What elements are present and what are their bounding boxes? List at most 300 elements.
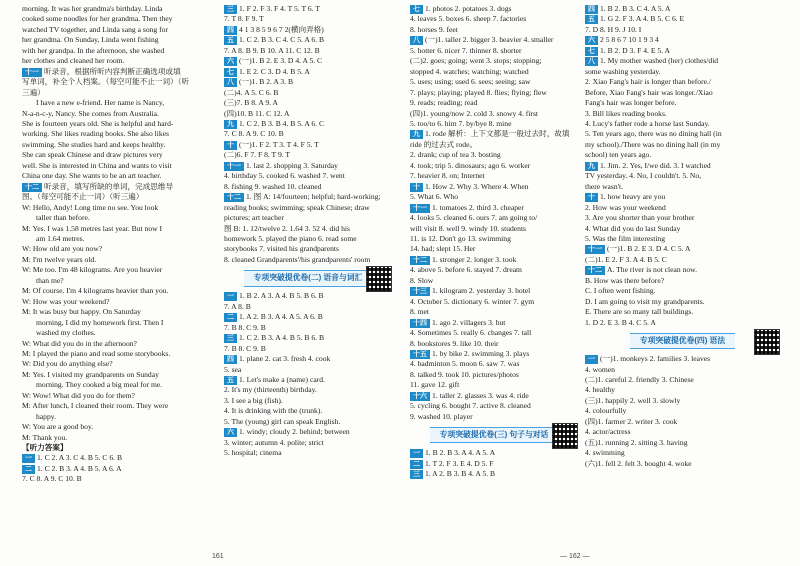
text-line	[585, 255, 780, 265]
line-text: 1. last 2. shopping 3. Saturday	[246, 160, 338, 170]
qr-code-icon	[552, 423, 578, 449]
line-text: swimming. She studies hard and keeps healthy.	[22, 139, 166, 149]
text-line	[410, 401, 578, 411]
text-line	[410, 56, 578, 66]
section-header-label: 专项突破提优卷(四) 语法	[630, 333, 735, 349]
line-text: 5. hotter 6. nicer 7. thinner 8. shorter	[410, 45, 522, 55]
line-text: 4. Lucy's father rode a horse last Sunday.	[585, 118, 710, 128]
line-text: I have a new e-friend. Her name is Nancy,	[36, 98, 165, 108]
section-number-badge: 五	[224, 376, 237, 385]
text-line	[585, 150, 780, 160]
line-text: 1. plane 2. cat 3. fresh 4. cook	[239, 354, 331, 364]
line-text: pictures; art teacher	[224, 213, 284, 223]
text-line	[224, 35, 392, 45]
text-line	[224, 213, 392, 223]
section-number-badge: 八	[585, 57, 598, 66]
line-text: 1. B 2. A 3. A 4. B 5. B 6. B	[239, 291, 324, 301]
line-text: (二)1. careful 2. friendly 3. Chinese	[585, 374, 694, 384]
text-line	[410, 448, 578, 458]
text-line	[410, 98, 578, 108]
text-line	[224, 98, 392, 108]
text-line	[224, 224, 392, 234]
text-line	[410, 182, 578, 192]
text-line	[224, 244, 392, 254]
line-text: 8. horses 9. feet	[410, 24, 458, 34]
line-text: Fang's hair was longer before.	[585, 98, 677, 108]
text-line	[585, 375, 780, 385]
text-line	[585, 307, 780, 317]
line-text: She can speak Chinese and draw pictures very	[22, 150, 163, 160]
text-line	[410, 412, 578, 422]
line-text: N-a-n-c-y, Nancy. She comes from Australia.	[22, 108, 159, 118]
line-text: (一)1. B 2. E 3. D 4. A 5. C	[239, 56, 323, 66]
line-text: (一)1. B 2. E 3. D 4. C 5. A	[607, 244, 691, 254]
line-text: (五)1. running 2. sitting 3. having	[585, 437, 688, 447]
line-text: 7. plays; playing; played 8. flies; flying; flew	[410, 87, 547, 97]
text-line	[410, 35, 578, 45]
text-line	[224, 192, 392, 202]
section-header	[410, 422, 578, 448]
section-number-badge: 十一	[585, 245, 605, 254]
text-line	[585, 109, 780, 119]
line-text: M: I'm twelve years old.	[22, 254, 97, 264]
line-text: 1. C 2. B 3. A 4. B 5. A 6. A	[37, 463, 122, 473]
text-line	[224, 109, 392, 119]
section-number-badge: 五	[224, 36, 237, 45]
text-line	[585, 213, 780, 223]
line-text: 5. What 6. Who	[410, 192, 459, 202]
text-line	[410, 192, 578, 202]
line-text: (一)1. monkeys 2. families 3. leaves	[600, 354, 711, 364]
line-text: 4. looks 5. cleaned 6. ours 7. am going to/	[410, 213, 538, 223]
line-text: A. The river is not clean now.	[607, 265, 698, 275]
text-line	[22, 77, 210, 87]
line-text: 9. reads; reading; read	[410, 98, 478, 108]
text-line	[410, 286, 578, 296]
text-line	[22, 171, 210, 181]
text-line	[410, 25, 578, 35]
text-line	[22, 307, 210, 317]
line-text: 8. talked 9. took 10. pictures/photos	[410, 369, 519, 379]
text-line	[22, 182, 210, 192]
text-line	[22, 25, 210, 35]
text-line	[585, 161, 780, 171]
line-text: (一)1. taller 2. bigger 3. heavier 4. smaller	[425, 35, 554, 45]
line-text: taller than before.	[36, 213, 90, 223]
text-line	[224, 25, 392, 35]
section-number-badge: 十一	[22, 68, 42, 77]
line-text: 7. A 8. B	[224, 301, 251, 311]
line-text: watched TV together, and Linda sang a song for	[22, 24, 168, 34]
text-line	[22, 46, 210, 56]
line-text: 4. birthday 5. cooked 6. washed 7. went	[224, 171, 345, 181]
text-line	[22, 35, 210, 45]
line-text: storybooks 7. visited his grandparents	[224, 244, 339, 254]
section-number-badge: 十	[410, 183, 423, 192]
text-line	[410, 380, 578, 390]
line-text: M: Yes. I visited my grandparents on Sunday	[22, 369, 159, 379]
line-text: C. I often went fishing.	[585, 286, 656, 296]
text-line	[22, 401, 210, 411]
text-line	[22, 433, 210, 443]
text-line	[224, 417, 392, 427]
line-text: (二)6. F 7. F 8. T 9. T	[224, 150, 291, 160]
line-text: 4. swimming	[585, 448, 625, 458]
text-line	[224, 365, 392, 375]
section-number-badge: 六	[224, 57, 237, 66]
line-text: 8. Slow	[410, 275, 434, 285]
text-line	[22, 4, 210, 14]
line-text: 4. Sometimes 5. really 6. changes 7. tall	[410, 328, 532, 338]
text-line	[22, 255, 210, 265]
line-text: 4 1 3 8 5 9 6 7 2(横向弄格)	[239, 24, 324, 34]
line-text: 4. healthy	[585, 385, 615, 395]
section-number-badge: 二	[224, 313, 237, 322]
line-text: M: Yes. I was 1.58 metres last year. But now I	[22, 223, 163, 233]
text-line	[22, 88, 210, 98]
text-line	[410, 255, 578, 265]
line-text: homework 5. played the piano 6. read some	[224, 233, 357, 243]
line-text: 1. C 2. B 3. B 4. B 5. A 6. C	[239, 118, 325, 128]
section-number-badge: 十五	[410, 350, 430, 359]
section-header-label: 专项突破提优卷(二) 语音与词汇	[244, 270, 373, 286]
line-text: 1. Jim. 2. Yes, I/we did. 3. I watched	[600, 160, 711, 170]
text-line	[585, 77, 780, 87]
line-text: 听录音，根据所听内容判断正确选项或填	[44, 66, 181, 76]
line-text: 7. C 8. A 9. C 10. B	[22, 474, 82, 484]
page-number-right: — 162 —	[560, 553, 590, 560]
line-text: W: Did you do anything else?	[22, 359, 113, 369]
text-line	[22, 443, 210, 453]
line-text: Before, Xiao Fang's hair was longer./Xiao	[585, 87, 713, 97]
page-number-left: 161	[212, 553, 224, 560]
text-line	[224, 88, 392, 98]
text-line	[585, 406, 780, 416]
line-text: (四)10. B 11. C 12. A	[224, 108, 290, 118]
text-line	[585, 203, 780, 213]
text-line	[224, 291, 392, 301]
line-text: 8. fishing 9. washed 10. cleaned	[224, 181, 322, 191]
line-text: 3. winter; autumn 4. polite; strict	[224, 437, 324, 447]
section-number-badge: 十二	[585, 266, 605, 275]
line-text: 5. sea	[224, 364, 242, 374]
line-text: 7. heavier 8. on; Internet	[410, 171, 485, 181]
section-number-badge: 十二	[22, 183, 42, 192]
text-line	[224, 140, 392, 150]
text-line	[585, 427, 780, 437]
line-text: W: How was your weekend?	[22, 296, 110, 306]
line-text: 3. I see a big (fish).	[224, 395, 283, 405]
text-line	[22, 224, 210, 234]
text-line	[585, 25, 780, 35]
line-text: 11. is 12. Don't go 13. swimming	[410, 233, 511, 243]
line-text: 1. C 2. B 3. A 4. B 5. B 6. B	[239, 333, 325, 343]
line-text: 1. taller 2. glasses 3. was 4. ride	[432, 390, 529, 400]
text-line	[224, 396, 392, 406]
text-line	[224, 14, 392, 24]
text-line	[224, 333, 392, 343]
line-text: 4. What did you do last Sunday	[585, 223, 681, 233]
text-line	[585, 98, 780, 108]
text-line	[22, 380, 210, 390]
section-number-badge: 十六	[410, 392, 430, 401]
line-text: ride 的过去式 rode。	[410, 139, 478, 149]
line-text: my school)./There was no dining hall (in my	[585, 139, 721, 149]
line-text: M: Thank you.	[22, 432, 68, 442]
text-line	[585, 234, 780, 244]
line-text: cooked some noodles for her grandma. Then they	[22, 14, 173, 24]
line-text: 1. E 2. C 3. D 4. B 5. A	[239, 66, 310, 76]
text-line	[410, 459, 578, 469]
text-line	[224, 312, 392, 322]
section-header	[224, 265, 392, 291]
text-line	[585, 46, 780, 56]
line-text: 1. F 2. F 3. F 4. T 5. T 6. T	[239, 4, 320, 13]
text-line	[224, 77, 392, 87]
text-line	[410, 318, 578, 328]
line-text: well. She is interested in China and wants to visit	[22, 160, 172, 170]
text-line	[224, 255, 392, 265]
line-text: will visit 8. well 9. windy 10. students	[410, 223, 527, 233]
section-number-badge: 十一	[224, 162, 244, 171]
line-text: 3. Are you shorter than your brother	[585, 213, 695, 223]
line-text: W: Me too. I'm 48 kilograms. Are you heavier	[22, 265, 163, 275]
text-line	[410, 88, 578, 98]
text-line	[585, 265, 780, 275]
text-line	[224, 150, 392, 160]
line-text: (三)7. B 8. A 9. A	[224, 98, 279, 108]
line-text: 9. washed 10. player	[410, 411, 473, 421]
text-line	[224, 302, 392, 312]
text-line	[224, 119, 392, 129]
text-line	[585, 396, 780, 406]
line-text: 1. My mother washed (her) clothes/did	[600, 56, 719, 66]
text-line	[585, 56, 780, 66]
line-text: 5. The (young) girl can speak English.	[224, 416, 341, 426]
text-line	[22, 192, 210, 202]
line-text: M: It was busy but happy. On Saturday	[22, 307, 141, 317]
text-line	[22, 140, 210, 150]
line-text: 7. B 8. C 9. B	[224, 343, 266, 353]
line-text: 1. stronger 2. longer 3. took	[432, 254, 517, 264]
line-text: M: After lunch, I cleaned their room. They were	[22, 401, 169, 411]
line-text: 2. Xiao Fang's hair is longer than before./	[585, 77, 712, 87]
line-text: (六)1. fell 2. felt 3. bought 4. woke	[585, 458, 692, 468]
text-line	[22, 14, 210, 24]
text-line	[410, 119, 578, 129]
text-line	[224, 129, 392, 139]
text-line	[585, 354, 780, 364]
text-line	[22, 67, 210, 77]
line-text: 11. gave 12. gift	[410, 380, 460, 390]
line-text: 4. above 5. before 6. stayed 7. dream	[410, 265, 522, 275]
text-line	[22, 474, 210, 484]
line-text: 14. had; slept 15. Her	[410, 244, 476, 254]
text-line	[410, 234, 578, 244]
line-text: 4. badminton 5. moon 6. saw 7. was	[410, 359, 520, 369]
section-number-badge: 十二	[224, 193, 244, 202]
line-text: 7. B 8. C 9. B	[224, 322, 266, 332]
section-number-badge: 八	[224, 78, 237, 87]
text-line	[22, 412, 210, 422]
text-line	[22, 349, 210, 359]
text-line	[224, 375, 392, 385]
line-text: 5. too/to 6. him 7. by/bye 8. mine	[410, 118, 512, 128]
line-text: 1. Let's make a (name) card.	[239, 374, 325, 384]
section-number-badge: 一	[410, 449, 423, 458]
section-number-badge: 五	[585, 15, 598, 24]
qr-code-icon	[366, 266, 392, 292]
line-text: some washing yesterday.	[585, 66, 661, 76]
section-number-badge: 四	[224, 355, 237, 364]
text-line	[585, 129, 780, 139]
text-line	[410, 244, 578, 254]
text-line	[410, 297, 578, 307]
section-number-badge: 九	[585, 162, 598, 171]
line-text: B. How was there before?	[585, 275, 665, 285]
line-text: 1. G 2. F 3. A 4. B 5. C 6. E	[600, 14, 685, 24]
section-number-badge: 八	[410, 36, 423, 45]
line-text: 2 5 8 6 7 10 1 9 3 4	[600, 35, 659, 45]
text-line	[22, 422, 210, 432]
text-line	[224, 56, 392, 66]
text-line	[410, 46, 578, 56]
line-text: 写单词，补全个人档案。（每空可能不止一词）（听	[22, 77, 190, 87]
line-text: 8. bookstores 9. like 10. their	[410, 338, 499, 348]
line-text: 4. women	[585, 364, 615, 374]
text-line	[410, 370, 578, 380]
text-line	[585, 448, 780, 458]
line-text: am 1.64 metres.	[36, 233, 85, 243]
line-text: than me?	[36, 275, 64, 285]
section-number-badge: 七	[224, 68, 237, 77]
text-line	[585, 4, 780, 14]
line-text: W: How old are you now?	[22, 244, 103, 254]
line-text: (一)1. B 2. A 3. B	[239, 77, 294, 87]
line-text: 1. windy; cloudy 2. behind; between	[239, 427, 350, 437]
text-line	[585, 67, 780, 77]
text-line	[585, 35, 780, 45]
text-line	[22, 391, 210, 401]
line-text: 图。（每空可能不止一词）（听三遍）	[22, 192, 144, 202]
section-number-badge: 六	[585, 36, 598, 45]
text-line	[410, 276, 578, 286]
text-line	[224, 67, 392, 77]
section-number-badge: 三	[224, 334, 237, 343]
text-line	[22, 109, 210, 119]
text-line	[585, 438, 780, 448]
text-line	[22, 161, 210, 171]
line-text: 2. drank; cup of tea 3. bosting	[410, 150, 501, 160]
text-line	[410, 349, 578, 359]
text-line	[585, 297, 780, 307]
section-number-badge: 一	[22, 454, 35, 463]
section-number-badge: 十四	[410, 319, 430, 328]
text-line	[585, 417, 780, 427]
text-line	[224, 354, 392, 364]
text-line	[410, 339, 578, 349]
text-line	[585, 244, 780, 254]
text-line	[410, 391, 578, 401]
section-number-badge: 四	[224, 26, 237, 35]
line-text: 1. How 2. Why 3. Where 4. When	[425, 181, 529, 191]
text-line	[585, 365, 780, 375]
text-line	[22, 453, 210, 463]
text-line	[410, 328, 578, 338]
line-text: W: Hello, Andy! Long time no see. You look	[22, 202, 159, 212]
line-text: 1. T 2. F 3. E 4. D 5. F	[425, 458, 494, 468]
text-line	[410, 67, 578, 77]
line-text: 4. actor/actress	[585, 427, 631, 437]
text-line	[585, 224, 780, 234]
line-text: 4. October 5. dictionary 6. winter 7. gym	[410, 296, 535, 306]
line-text: 听录音，填写所缺的单词，完成思维导	[44, 181, 174, 191]
section-number-badge: 六	[224, 428, 237, 437]
line-text: 5. cycling 6. bought 7. active 8. cleaned	[410, 401, 531, 411]
text-line	[585, 318, 780, 328]
line-text: reading books; swimming; speak Chinese; draw	[224, 202, 370, 212]
text-line	[224, 448, 392, 458]
text-line	[410, 129, 578, 139]
line-text: morning. They cooked a big meal for me.	[36, 380, 163, 390]
section-number-badge: 七	[410, 5, 423, 14]
line-text: 1. B 2. D 3. F 4. E 5. A	[600, 45, 671, 55]
text-line	[224, 406, 392, 416]
line-text: working. She likes reading books. She also likes	[22, 129, 170, 139]
text-line	[410, 307, 578, 317]
text-line	[22, 98, 210, 108]
line-text: 5. uses; using; used 6. sees; seeing; saw	[410, 77, 531, 87]
text-line	[410, 77, 578, 87]
text-line	[22, 265, 210, 275]
text-line	[22, 276, 210, 286]
text-line	[585, 385, 780, 395]
text-line	[585, 140, 780, 150]
section-number-badge: 一	[224, 292, 237, 301]
line-text: school) ten years ago.	[585, 150, 652, 160]
line-text: 1. D 2. E 3. B 4. C 5. A	[585, 317, 656, 327]
line-text: her grandma. On Sunday, Linda went fishing	[22, 35, 159, 45]
section-number-badge: 七	[585, 47, 598, 56]
column-2	[224, 4, 392, 459]
text-line	[22, 297, 210, 307]
text-line	[410, 4, 578, 14]
section-number-badge: 二	[410, 460, 423, 469]
line-text: 1. how heavy are you	[600, 192, 666, 202]
text-line	[22, 339, 210, 349]
text-line	[22, 359, 210, 369]
qr-code-icon	[754, 329, 780, 355]
line-text: 8. met	[410, 307, 429, 317]
text-line	[585, 182, 780, 192]
line-text: 1. A 2. B 3. A 4. A 5. A 6. B	[239, 312, 323, 322]
line-text: with her grandpa. In the afternoon, she washed	[22, 45, 165, 55]
line-text: E. There are so many tall buildings.	[585, 307, 694, 317]
text-line	[585, 459, 780, 469]
text-line	[22, 464, 210, 474]
line-text: (四)1. young/now 2. cold 3. snowy 4. first	[410, 108, 539, 118]
text-line	[410, 213, 578, 223]
line-text: (四)1. farmer 2. writer 3. cook	[585, 416, 678, 426]
text-line	[224, 46, 392, 56]
text-line	[224, 171, 392, 181]
text-line	[410, 14, 578, 24]
line-text: 1. A 2. B 3. B 4. A 5. B	[425, 469, 496, 479]
text-line	[585, 171, 780, 181]
text-line	[224, 438, 392, 448]
section-number-badge: 十一	[410, 204, 430, 213]
text-line	[22, 213, 210, 223]
